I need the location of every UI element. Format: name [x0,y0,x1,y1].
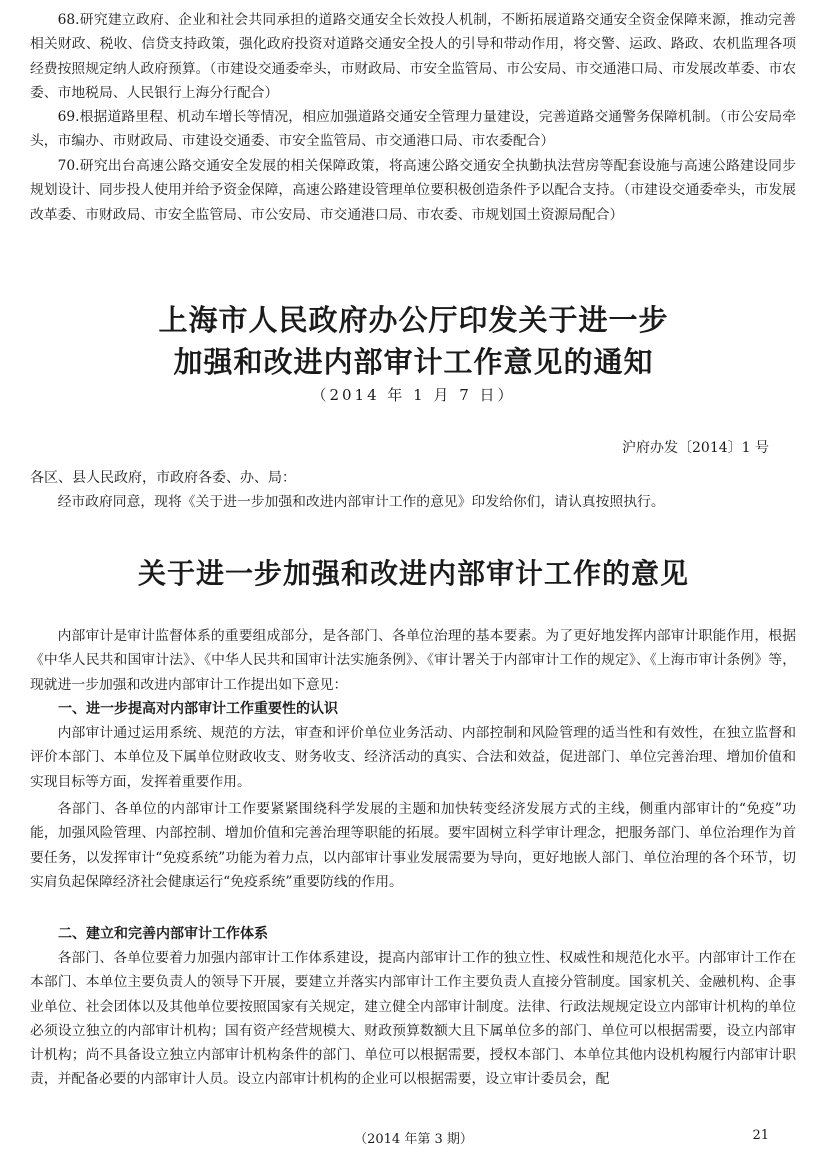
notice-title-line2: 加强和改进内部审计工作意见的通知 [173,345,654,379]
footer-page-number: 21 [752,1128,769,1143]
footer-issue: （2014 年第 3 期） [354,1132,473,1147]
article-70: 70.研究出台高速公路交通安全发展的相关保障政策，将高速公路交通安全执勤执法营房等配套设施与高速公路建设同步规划设计、同步投人使用并给予资金保障，高速公路建设管理单位要积极创造条件予以配合支持。（市建设交通委牵头，市发展改革委、市财政局、市安全监管局、市公安局、市交通港口局、市农委、市规划国土资源局配合） [30,158,796,223]
section1-heading: 一、进一步提高对内部审计工作重要性的认识 [58,701,338,717]
section2-heading: 二、建立和完善内部审计工作体系 [58,926,268,942]
article-69: 69.根据道路里程、机动车增长等情况，相应加强道路交通安全管理力量建设，完善道路交通警务保障机制。（市公安局牵头，市编办、市财政局、市建设交通委、市安全监管局、市交通港口局、市农委配合） [30,109,796,150]
notice-title-line1: 上海市人民政府办公厅印发关于进一步 [158,303,669,337]
article-68: 68.研究建立政府、企业和社会共同承担的道路交通安全长效投人机制，不断拓展道路交通安全资金保障来源，推动完善相关财政、税收、信贷支持政策，强化政府投资对道路交通安全投人的引导和带动作用，将交警、运政、路政、农机监理各项经费按照规定纳人政府预算。（市建设交通委牵头，市财政局、市安全监管局、市公安局、市交通港口局、市发展改革委、市农委、市地税局、人民银行上海分行配合） [30,12,796,101]
opinion-intro: 内部审计是审计监督体系的重要组成部分，是各部门、各单位治理的基本要素。为了更好地发挥内部审计职能作用，根据《中华人民共和国审计法》、《中华人民共和国审计法实施条例》、《审计署关于内部审计工作的规定》、《上海市审计条例》等，现就进一步加强和改进内部审计工作提出如下意见： [30,628,796,693]
notice-body: 经市政府同意，现将《关于进一步加强和改进内部审计工作的意见》印发给你们，请认真按照执行。 [57,494,665,510]
section1-paragraph1: 内部审计通过运用系统、规范的方法，审查和评价单位业务活动、内部控制和风险管理的适当性和有效性，在独立监督和评价本部门、本单位及下属单位财政收支、财务收支、经济活动的真实、合法和效益，促进部门、单位完善治理、增加价值和实现目标等方面，发挥着重要作用。 [30,725,796,790]
notice-date: （2014 年 1 月 7 日） [311,386,516,404]
section2-paragraph1: 各部门、各单位要着力加强内部审计工作体系建设，提高内部审计工作的独立性、权威性和规范化水平。内部审计工作在本部门、本单位主要负责人的领导下开展，要建立并落实内部审计工作主要负责人直接分管制度。国家机关、金融机构、企事业单位、社会团体以及其他单位要按照国家有关规定，建立健全内部审计制度。法律、行政法规规定设立内部审计机构的单位必须设立独立的内部审计机构；国有资产经营规模大、财政预算数额大且下属单位多的部门、单位可以根据需要，设立内部审计机构；尚不具备设立独立内部审计机构条件的部门、单位可以根据需要，授权本部门、本单位其他内设机构履行内部审计职责，并配备必要的内部审计人员。设立内部审计机构的企业可以根据需要，设立审计委员会，配 [30,950,796,1088]
document-number: 沪府办发〔2014〕1 号 [622,440,769,456]
opinion-title: 关于进一步加强和改进内部审计工作的意见 [137,557,689,590]
section1-paragraph2: 各部门、各单位的内部审计工作要紧紧围绕科学发展的主题和加快转变经济发展方式的主线，侧重内部审计的“免疫”功能，加强风险管理、内部控制、增加价值和完善治理等职能的拓展。要牢固树立科学审计理念，把服务部门、单位治理作为首要任务，以发挥审计“免疫系统”功能为着力点，以内部审计事业发展需要为导向，更好地嵌人部门、单位治理的各个环节，切实肩负起保障经济社会健康运行“免疫系统”重要防线的作用。 [30,801,796,890]
addressee: 各区、县人民政府，市政府各委、办、局： [30,470,296,486]
